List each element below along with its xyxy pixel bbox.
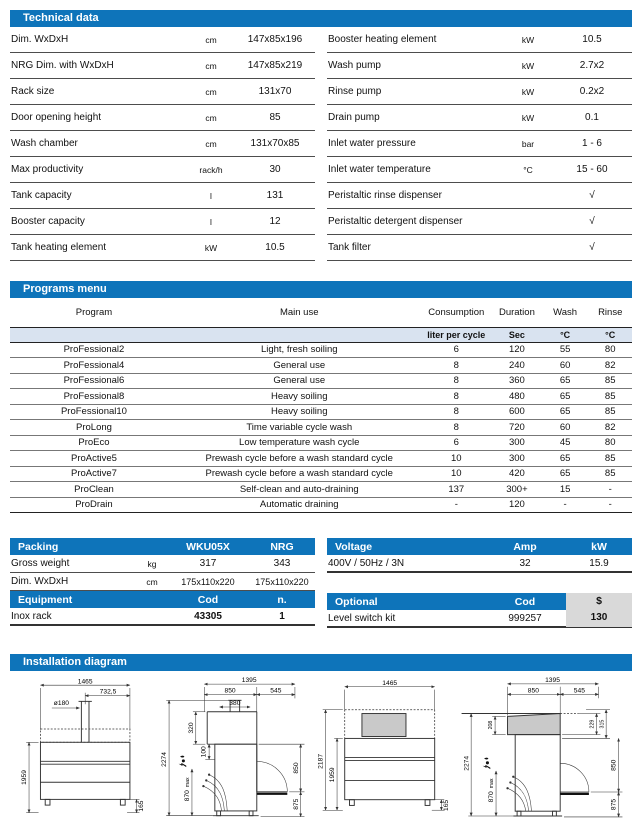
duration: 240: [492, 358, 542, 374]
rinse-temp: 85: [588, 466, 632, 482]
voltage-row: [327, 555, 632, 573]
amp-column-header: Amp: [513, 540, 537, 553]
spec-label: NRG Dim. with WxDxH: [11, 60, 114, 71]
packing-value: 175x110x220: [181, 576, 235, 587]
dimension-label: 2187: [317, 753, 325, 769]
spec-label: Drain pump: [328, 112, 380, 123]
spec-unit: cm: [205, 60, 217, 71]
rinse-temp: -: [588, 482, 632, 498]
program-name: ProEco: [10, 435, 178, 451]
dimension-label: 850: [527, 687, 539, 695]
spec-unit: rack/h: [199, 164, 223, 175]
program-name: ProActive7: [10, 466, 178, 482]
main-use: Time variable cycle wash: [178, 420, 421, 436]
spec-label: Peristaltic detergent dispenser: [328, 216, 463, 227]
dimension-suffix: max: [185, 777, 192, 788]
spec-unit: kW: [521, 112, 535, 123]
spec-row: [327, 131, 632, 157]
duration: 720: [492, 420, 542, 436]
optional-cod: 999257: [508, 612, 542, 624]
hood-raised-outline: [40, 729, 129, 742]
technical-data-right-column: [327, 27, 632, 261]
spec-unit: cm: [205, 112, 217, 123]
spec-row: [327, 157, 632, 183]
dimension-label: 165: [443, 799, 450, 812]
side-view-nrg-diagram: [452, 675, 632, 821]
spec-value: 131x70: [258, 86, 292, 97]
duration: 300: [492, 451, 542, 467]
spec-value: 131: [266, 190, 284, 201]
program-row: [10, 342, 632, 358]
kw-column-header: kW: [591, 540, 607, 553]
packing-title: Packing: [18, 540, 59, 553]
voltage-title: Voltage: [335, 540, 373, 553]
spec-value: 147x85x196: [247, 34, 303, 45]
duration: 120: [492, 497, 542, 513]
packing-header: [10, 538, 315, 555]
consumption: 10: [421, 451, 493, 467]
equipment-title: Equipment: [18, 593, 73, 606]
program-name: ProFessional8: [10, 389, 178, 405]
column-header: Program: [75, 306, 113, 318]
main-use: Prewash cycle before a wash standard cycle: [178, 451, 421, 467]
spec-label: Booster heating element: [328, 34, 437, 45]
packing-unit: cm: [146, 576, 158, 587]
dimension-label: 545: [573, 687, 585, 695]
rinse-temp: 82: [588, 358, 632, 374]
packing-value: 317: [199, 558, 217, 569]
dimension-label: 320: [187, 722, 195, 734]
programs-menu-header: Programs menu: [10, 281, 632, 298]
nrg-unit: [508, 714, 561, 735]
program-row: [10, 435, 632, 451]
program-row: [10, 389, 632, 405]
main-use: Self-clean and auto-draining: [178, 482, 421, 498]
consumption: 10: [421, 466, 493, 482]
spec-unit: kW: [521, 60, 535, 71]
spec-value: 10.5: [582, 34, 602, 45]
spec-label: Rinse pump: [328, 86, 382, 97]
machine-body: [345, 738, 435, 799]
main-use: Prewash cycle before a wash standard cycle: [178, 466, 421, 482]
duration: 300+: [492, 482, 542, 498]
duration: 420: [492, 466, 542, 482]
spec-value: 0.2x2: [579, 86, 605, 97]
column-header: Rinse: [598, 306, 623, 318]
packing-label: Dim. WxDxH: [11, 576, 69, 587]
programs-units-row: [10, 327, 632, 342]
wash-temp: 65: [542, 389, 589, 405]
consumption: 8: [421, 373, 493, 389]
wash-temp: 55: [542, 342, 589, 358]
front-view-diagram: [10, 675, 148, 821]
program-row: [10, 420, 632, 436]
spec-row: [327, 209, 632, 235]
dimension-label: 165: [138, 800, 146, 812]
spec-row: [327, 27, 632, 53]
packing-label: Gross weight: [11, 558, 70, 569]
consumption: 8: [421, 404, 493, 420]
technical-data-header: Technical data: [10, 10, 632, 27]
spec-label: Tank capacity: [11, 190, 72, 201]
consumption: 6: [421, 435, 493, 451]
column-header: Wash: [553, 306, 578, 318]
spec-value: 131x70x85: [250, 138, 300, 149]
spec-value: 30: [269, 164, 281, 175]
checkmark: √: [589, 242, 595, 253]
spec-row: [10, 131, 315, 157]
dimension-label: 1395: [545, 676, 560, 684]
dimension-label: 229: [589, 719, 596, 729]
dimension-label: 875: [292, 798, 300, 810]
technical-data-left-column: [10, 27, 315, 261]
dimension-suffix: max: [489, 778, 496, 789]
program-row: [10, 373, 632, 389]
equipment-header: [10, 591, 315, 608]
dimension-label: 2274: [463, 755, 471, 771]
program-row: [10, 404, 632, 420]
spec-value: 10.5: [265, 242, 285, 253]
packing-equipment-column: [10, 538, 315, 628]
wash-temp: 45: [542, 435, 589, 451]
voltage-kw: 15.9: [589, 557, 609, 569]
spec-label: Door opening height: [11, 112, 102, 123]
spec-value: 0.1: [585, 112, 599, 123]
column-header: Consumption: [428, 306, 485, 318]
programs-menu-section: [10, 281, 632, 513]
main-use: Automatic draining: [178, 497, 421, 513]
rinse-temp: 85: [588, 404, 632, 420]
program-name: ProLong: [10, 420, 178, 436]
dimension-label: 380: [229, 700, 241, 708]
main-use: Heavy soiling: [178, 389, 421, 405]
dimension-label: 870: [488, 791, 496, 803]
unit-cell: [10, 327, 178, 342]
spec-row: [10, 105, 315, 131]
optional-title: Optional: [335, 595, 378, 608]
spec-row: [10, 27, 315, 53]
spec-row: [10, 53, 315, 79]
unit-cell: [178, 327, 421, 342]
spec-label: Peristaltic rinse dispenser: [328, 190, 442, 201]
program-name: ProClean: [10, 482, 178, 498]
consumption: -: [421, 497, 493, 513]
spec-label: Rack size: [11, 86, 55, 97]
spec-row: [10, 157, 315, 183]
checkmark: √: [589, 216, 595, 227]
side-view-diagram: [150, 675, 314, 821]
packing-value: 343: [273, 558, 291, 569]
program-row: [10, 497, 632, 513]
spec-label: Inlet water pressure: [328, 138, 416, 149]
spec-unit: °C: [523, 164, 533, 175]
wash-temp: -: [542, 497, 589, 513]
optional-header: [327, 593, 632, 610]
consumption: 6: [421, 342, 493, 358]
dimension-label: 850: [224, 687, 236, 695]
dimension-label: 870: [184, 790, 192, 802]
spec-unit: cm: [205, 86, 217, 97]
programs-column-header-row: [10, 298, 632, 327]
dimension-label: 208: [488, 720, 495, 730]
equipment-label: Inox rack: [11, 610, 52, 622]
duration: 300: [492, 435, 542, 451]
programs-table: [10, 298, 632, 513]
unit-cell: Sec: [492, 327, 542, 342]
program-row: [10, 451, 632, 467]
rinse-temp: 85: [588, 451, 632, 467]
rinse-temp: 80: [588, 435, 632, 451]
checkmark: √: [589, 190, 595, 201]
technical-data-section: [10, 10, 632, 261]
program-name: ProFessional4: [10, 358, 178, 374]
main-use: Light, fresh soiling: [178, 342, 421, 358]
spec-row: [10, 79, 315, 105]
rinse-temp: 85: [588, 389, 632, 405]
spec-value: 1 - 6: [581, 138, 602, 149]
machine-body: [40, 742, 129, 799]
front-view-nrg-diagram: [316, 675, 450, 821]
dimension-label: 1465: [77, 678, 93, 686]
equipment-cod: 43305: [194, 610, 222, 622]
nrg-column-header: NRG: [270, 540, 294, 553]
program-name: ProActive5: [10, 451, 178, 467]
dimension-label: 1959: [329, 767, 337, 783]
voltage-optional-column: [327, 538, 632, 628]
packing-value: 175x110x220: [255, 576, 309, 587]
machine-body: [215, 744, 257, 811]
dimension-label: 1465: [382, 679, 398, 687]
spec-label: Tank filter: [328, 242, 371, 253]
voltage-header: [327, 538, 632, 555]
spec-row: [327, 53, 632, 79]
program-name: ProFessional10: [10, 404, 178, 420]
dimension-label: ø180: [53, 700, 69, 708]
spec-row: [327, 235, 632, 261]
spec-unit: kW: [521, 86, 535, 97]
voltage-amp: 32: [519, 557, 531, 569]
optional-label: Level switch kit: [328, 612, 396, 624]
spec-unit: kW: [521, 34, 535, 45]
equipment-row: [10, 608, 315, 626]
spec-label: Tank heating element: [11, 242, 107, 253]
dimension-label: 100: [200, 746, 208, 758]
spec-value: 12: [269, 216, 281, 227]
consumption: 8: [421, 358, 493, 374]
spec-unit: cm: [205, 34, 217, 45]
dimension-label: 850: [292, 762, 300, 774]
spec-label: Wash pump: [328, 60, 381, 71]
unit-cell: °C: [542, 327, 589, 342]
wash-temp: 65: [542, 404, 589, 420]
cod-column-header: Cod: [197, 593, 219, 606]
duration: 120: [492, 342, 542, 358]
program-name: ProFessional2: [10, 342, 178, 358]
rinse-temp: 80: [588, 342, 632, 358]
main-use: Low temperature wash cycle: [178, 435, 421, 451]
spec-row: [10, 235, 315, 261]
consumption: 8: [421, 389, 493, 405]
main-use: Heavy soiling: [178, 404, 421, 420]
program-row: [10, 466, 632, 482]
unit-cell: liter per cycle: [421, 327, 493, 342]
duration: 600: [492, 404, 542, 420]
spec-value: 15 - 60: [576, 164, 608, 175]
spec-value: 85: [269, 112, 281, 123]
wash-temp: 60: [542, 420, 589, 436]
dimension-label: 1395: [241, 677, 257, 685]
spec-unit: cm: [205, 138, 217, 149]
spec-value: 2.7x2: [579, 60, 605, 71]
spec-row: [327, 183, 632, 209]
main-use: General use: [178, 358, 421, 374]
rinse-temp: 82: [588, 420, 632, 436]
consumption: 8: [421, 420, 493, 436]
optional-row: [327, 610, 632, 628]
spec-unit: kW: [204, 242, 218, 253]
dimension-label: 545: [270, 687, 282, 695]
unit-cell: °C: [588, 327, 632, 342]
packing-unit: kg: [147, 558, 157, 569]
door-swing-arc: [257, 761, 288, 792]
wash-temp: 60: [542, 358, 589, 374]
consumption: 137: [421, 482, 493, 498]
wash-temp: 15: [542, 482, 589, 498]
rinse-temp: 85: [588, 373, 632, 389]
duration: 480: [492, 389, 542, 405]
spec-value: 147x85x219: [247, 60, 303, 71]
model-column-header: WKU05X: [186, 540, 230, 553]
cod-column-header: Cod: [514, 595, 536, 608]
utility-connections-icon: [483, 758, 491, 769]
drain-hoses: [506, 776, 531, 812]
column-header: Duration: [498, 306, 535, 318]
nrg-unit: [362, 714, 406, 737]
spec-unit: l: [210, 190, 212, 201]
packing-row: [10, 555, 315, 573]
wash-temp: 65: [542, 451, 589, 467]
n-column-header: n.: [277, 593, 287, 606]
dimension-label: 315: [599, 719, 606, 729]
utility-connections-icon: [179, 756, 187, 767]
program-name: ProFessional6: [10, 373, 178, 389]
duration: 360: [492, 373, 542, 389]
voltage-label: 400V / 50Hz / 3N: [328, 557, 405, 569]
dimension-label: 732,5: [99, 688, 117, 696]
spec-unit: bar: [521, 138, 535, 149]
dimension-label: 2274: [161, 752, 169, 767]
spec-row: [10, 209, 315, 235]
spec-row: [327, 79, 632, 105]
spec-unit: l: [210, 216, 212, 227]
packing-row: [10, 573, 315, 591]
dimension-label: 1959: [21, 770, 29, 785]
column-header: Main use: [279, 306, 319, 318]
spec-label: Booster capacity: [11, 216, 85, 227]
main-use: General use: [178, 373, 421, 389]
dimension-label: 850: [610, 759, 618, 771]
spec-label: Wash chamber: [11, 138, 78, 149]
program-name: ProDrain: [10, 497, 178, 513]
wash-temp: 65: [542, 466, 589, 482]
equipment-n: 1: [279, 610, 285, 622]
spec-row: [327, 105, 632, 131]
price-column-header: $: [566, 593, 632, 610]
program-row: [10, 358, 632, 374]
installation-diagram-section: [10, 654, 632, 821]
program-row: [10, 482, 632, 498]
dimension-label: 875: [610, 798, 618, 811]
rinse-temp: -: [588, 497, 632, 513]
door-swing-arc: [560, 763, 589, 792]
wash-temp: 65: [542, 373, 589, 389]
spec-label: Inlet water temperature: [328, 164, 431, 175]
spec-label: Dim. WxDxH: [11, 34, 69, 45]
installation-diagram-header: Installation diagram: [10, 654, 632, 671]
spec-label: Max productivity: [11, 164, 84, 175]
spec-row: [10, 183, 315, 209]
optional-price: 130: [566, 609, 632, 627]
